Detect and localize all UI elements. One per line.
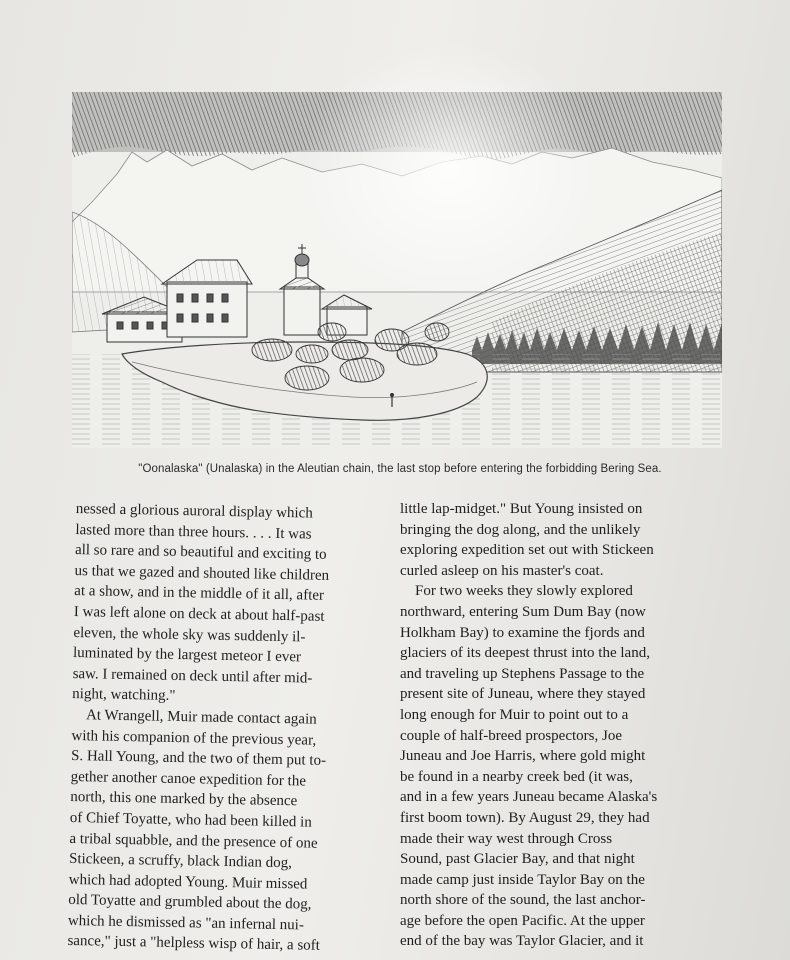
text-line: and traveling up Stephens Passage to the [400, 665, 645, 682]
text-line: and in a few years Juneau became Alaska's [400, 789, 658, 806]
text-line: I was left alone on deck at about half-past [73, 603, 325, 625]
text-line: which had adopted Young. Muir missed [68, 871, 308, 893]
text-line: saw. I remained on deck until after mid- [72, 665, 313, 687]
text-line: which he dismissed as "an infernal nui- [67, 912, 305, 934]
text-line: gether another canoe expedition for the [70, 768, 307, 790]
text-line: Sound, past Glacier Bay, and that night [400, 851, 635, 868]
text-line: Stickeen, a scruffy, black Indian dog, [68, 851, 293, 872]
left-text-column [67, 499, 376, 958]
text-line: age before the open Pacific. At the upper [400, 912, 645, 929]
text-line: a tribal squabble, and the presence of one [69, 830, 318, 852]
text-line: exploring expedition set out with Stickeen [400, 542, 654, 559]
text-line: At Wrangell, Muir made contact again [71, 706, 317, 728]
text-line: luminated by the largest meteor I ever [72, 645, 302, 666]
text-line: made their way west through Cross [400, 830, 613, 847]
text-line: old Toyatte and grumbled about the dog, [68, 892, 312, 913]
text-line: present site of Juneau, where they stayed [400, 686, 646, 703]
illustration-caption: "Oonalaska" (Unalaska) in the Aleutian chain, the last stop before entering the forbidding Bering Sea. [138, 463, 662, 475]
text-line: S. Hall Young, and the two of them put to- [70, 748, 327, 769]
text-line: bringing the dog along, and the unlikely [400, 521, 641, 538]
text-line: long enough for Muir to point out to a [400, 706, 629, 723]
text-line: eleven, the whole sky was suddenly il- [73, 624, 306, 645]
text-line: sance," just a "helpless wisp of hair, a soft [67, 933, 321, 955]
text-line: first boom town). By August 29, they had [400, 809, 650, 826]
text-line: nessed a glorious auroral display which [75, 500, 313, 522]
text-line: northward, entering Sum Dum Bay (now [400, 603, 646, 620]
text-line: all so rare and so beautiful and exciting to [74, 542, 327, 564]
text-line: with his companion of the previous year, [71, 727, 317, 749]
text-line: of Chief Toyatte, who had been killed in [69, 809, 312, 831]
text-line: couple of half-breed prospectors, Joe [400, 727, 622, 744]
text-line: Holkham Bay) to examine the fjords and [400, 624, 645, 641]
text-line: end of the bay was Taylor Glacier, and it [400, 933, 644, 950]
text-line: glaciers of its deepest thrust into the land, [400, 645, 650, 662]
unalaska-sketch-illustration [72, 92, 722, 448]
text-line: night, watching." [72, 686, 176, 705]
text-line: lasted more than three hours. . . . It was [75, 521, 312, 543]
text-line: at a show, and in the middle of it all, after [74, 583, 325, 605]
text-line: For two weeks they slowly explored [400, 583, 633, 600]
right-text-column [400, 499, 705, 952]
text-line: be found in a nearby creek bed (it was, [400, 768, 633, 785]
text-line: north shore of the sound, the last anchor- [400, 892, 646, 909]
text-line: us that we gazed and shouted like children [74, 562, 330, 584]
text-line: made camp just inside Taylor Bay on the [400, 871, 645, 888]
text-line: curled asleep on his master's coat. [400, 562, 604, 579]
text-line: north, this one marked by the absence [70, 789, 298, 810]
text-line: little lap-midget." But Young insisted on [400, 501, 643, 517]
text-line: Juneau and Joe Harris, where gold might [400, 748, 646, 765]
